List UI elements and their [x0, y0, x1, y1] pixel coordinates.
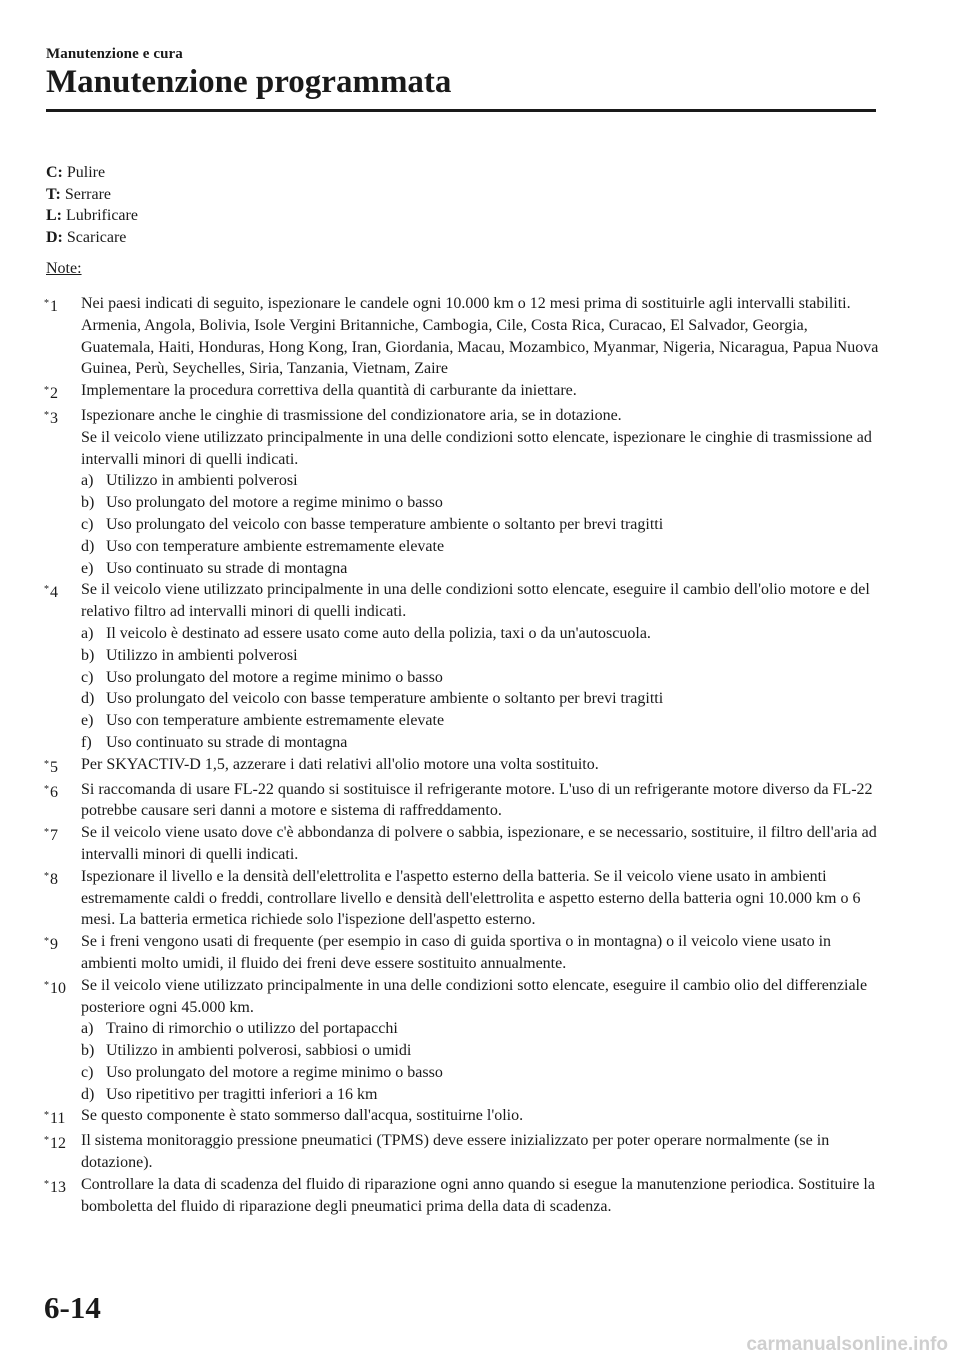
- note-asterisk: *: [44, 1110, 49, 1122]
- note-subitem: [81, 514, 880, 536]
- note-number-text: 10: [50, 979, 66, 997]
- note-number-text: 12: [50, 1135, 66, 1153]
- note-paragraph: Nei paesi indicati di seguito, ispezionare le candele ogni 10.000 km o 12 mesi prima di sostituirle agli intervalli stabiliti.: [81, 295, 851, 312]
- note-number: [44, 931, 81, 975]
- notes-list: [44, 293, 880, 1217]
- page-title: Manutenzione programmata: [46, 64, 452, 100]
- note-number: [44, 1130, 81, 1174]
- subitem-letter: d): [81, 537, 95, 555]
- legend-key: T:: [46, 185, 61, 203]
- subitem-text: Uso prolungato del motore a regime minimo o basso: [106, 1063, 443, 1081]
- subitem-letter: e): [81, 712, 94, 730]
- note-paragraph: Se il veicolo viene utilizzato principalmente in una delle condizioni sotto elencate, ispezionare le cinghie di trasmissione ad intervalli minori di quelli indicati.: [81, 428, 872, 468]
- note-asterisk: *: [44, 827, 49, 839]
- subitem-text: Uso prolungato del veicolo con basse temperature ambiente o soltanto per brevi tragitti: [106, 690, 664, 708]
- note-body: [81, 1174, 880, 1218]
- note-number: [44, 380, 81, 405]
- note-number-text: 6: [50, 783, 58, 801]
- note-item: [44, 293, 880, 380]
- note-subitem: [81, 688, 880, 710]
- subitem-letter: a): [81, 624, 94, 642]
- legend-key: D:: [46, 228, 63, 246]
- subitem-text: Traino di rimorchio o utilizzo del portapacchi: [106, 1020, 398, 1038]
- watermark: carmanualsonline.info: [746, 1334, 948, 1355]
- note-item: [44, 975, 880, 1106]
- note-subitem: [81, 1018, 880, 1040]
- subitem-letter: e): [81, 559, 94, 577]
- note-subitem: [81, 732, 880, 754]
- note-asterisk: *: [44, 298, 49, 309]
- subitem-letter: c): [81, 515, 94, 533]
- legend: [46, 162, 138, 248]
- note-asterisk: *: [44, 979, 49, 991]
- note-body: [81, 779, 880, 823]
- subitem-text: Utilizzo in ambienti polverosi, sabbiosi o umidi: [106, 1042, 412, 1060]
- legend-text: Scaricare: [66, 228, 127, 246]
- subitem-letter: c): [81, 668, 94, 686]
- note-item: [44, 822, 880, 866]
- note-asterisk: *: [44, 783, 49, 795]
- subitem-text: Uso prolungato del motore a regime minimo o basso: [106, 668, 443, 686]
- legend-item: [46, 162, 138, 184]
- note-paragraph: Implementare la procedura correttiva della quantità di carburante da iniettare.: [81, 382, 577, 400]
- note-subitem: [81, 710, 880, 732]
- note-asterisk: *: [44, 1135, 49, 1147]
- note-body: [81, 931, 880, 975]
- note-number-text: 4: [50, 584, 58, 602]
- note-number: [44, 754, 81, 779]
- note-asterisk: *: [44, 870, 49, 882]
- note-body: [81, 380, 880, 405]
- note-subitem: [81, 645, 880, 667]
- note-subitem: [81, 470, 880, 492]
- note-item: [44, 754, 880, 779]
- note-number-text: 3: [50, 409, 58, 427]
- note-subitem: [81, 1040, 880, 1062]
- subitem-letter: b): [81, 646, 95, 664]
- notes-heading: Note:: [46, 260, 82, 277]
- note-number: [44, 1174, 81, 1218]
- note-number-text: 8: [50, 870, 58, 888]
- note-asterisk: *: [44, 409, 49, 421]
- note-subitem: [81, 558, 880, 580]
- title-divider: [46, 109, 876, 112]
- note-body: [81, 1105, 880, 1130]
- note-body: [81, 1130, 880, 1174]
- subitem-letter: a): [81, 472, 94, 490]
- note-number: [44, 1105, 81, 1130]
- subitem-text: Utilizzo in ambienti polverosi: [106, 646, 298, 664]
- note-body: [81, 754, 880, 779]
- note-item: [44, 579, 880, 753]
- subitem-text: Uso con temperature ambiente estremamente elevate: [106, 537, 445, 555]
- note-body: [81, 405, 880, 579]
- legend-key: C:: [46, 164, 63, 181]
- note-number: [44, 405, 81, 579]
- note-item: [44, 1174, 880, 1218]
- note-number-text: 5: [50, 758, 58, 776]
- note-item: [44, 1130, 880, 1174]
- subitem-letter: a): [81, 1020, 94, 1038]
- subitem-letter: b): [81, 494, 95, 512]
- note-number-text: 2: [50, 385, 58, 403]
- note-number: [44, 866, 81, 931]
- note-item: [44, 1105, 880, 1130]
- note-subitem: [81, 623, 880, 645]
- note-paragraph: Per SKYACTIV-D 1,5, azzerare i dati relativi all'olio motore una volta sostituito.: [81, 755, 599, 773]
- note-body: [81, 975, 880, 1106]
- subitem-letter: f): [81, 733, 92, 751]
- note-number: [44, 293, 81, 380]
- legend-item: [46, 205, 138, 227]
- subitem-text: Utilizzo in ambienti polverosi: [106, 472, 298, 490]
- note-paragraph: Se questo componente è stato sommerso dall'acqua, sostituirne l'olio.: [81, 1107, 524, 1125]
- note-asterisk: *: [44, 385, 49, 397]
- legend-text: Pulire: [66, 164, 106, 181]
- page-number: 6-14: [44, 1290, 101, 1325]
- note-paragraph: Armenia, Angola, Bolivia, Isole Vergini Britanniche, Cambogia, Cile, Costa Rica, Curacao, El Salvador, Georgia, Guatemala, Haiti, Honduras, Hong Kong, Iran, Giordania, Macau, Mozambico, Myanmar, Nigeria, Nicaragua, Papua Nuova Guinea, Perù, Seychelles, Siria, Tanzania, Vietnam, Zaire: [81, 316, 879, 378]
- note-paragraph: Ispezionare il livello e la densità dell'elettrolita e l'aspetto esterno della batteria. Se il veicolo viene usato in ambienti estremamente caldi o freddi, controllare livello e densità dell'elettrolita e aspetto esterno della batteria ogni 10.000 km o 6 mesi. La batteria ermetica richiede solo l'ispezione dell'aspetto esterno.: [81, 867, 861, 929]
- subitem-text: Uso prolungato del veicolo con basse temperature ambiente o soltanto per brevi tragitti: [106, 515, 664, 533]
- subitem-text: Il veicolo è destinato ad essere usato come auto della polizia, taxi o da un'autoscuola.: [106, 624, 651, 642]
- legend-text: Serrare: [64, 185, 111, 203]
- note-paragraph: Il sistema monitoraggio pressione pneumatici (TPMS) deve essere inizializzato per poter operare normalmente (se in dotazione).: [81, 1132, 830, 1172]
- section-label: Manutenzione e cura: [46, 46, 183, 62]
- note-asterisk: *: [44, 936, 49, 948]
- note-subitem: [81, 667, 880, 689]
- subitem-text: Uso prolungato del motore a regime minimo o basso: [106, 494, 443, 512]
- note-asterisk: *: [44, 584, 49, 596]
- legend-item: [46, 184, 138, 206]
- note-paragraph: Ispezionare anche le cinghie di trasmissione del condizionatore aria, se in dotazione.: [81, 406, 622, 424]
- note-body: [81, 822, 880, 866]
- note-subitem: [81, 492, 880, 514]
- subitem-letter: d): [81, 690, 95, 708]
- note-item: [44, 380, 880, 405]
- note-paragraph: Controllare la data di scadenza del fluido di riparazione ogni anno quando si esegue la manutenzione periodica. Sostituire la bomboletta del fluido di riparazione degli pneumatici prima della data di scadenza.: [81, 1175, 875, 1215]
- note-body: [81, 579, 880, 753]
- note-number-text: 9: [50, 936, 58, 954]
- legend-text: Lubrificare: [66, 207, 138, 224]
- subitem-text: Uso continuato su strade di montagna: [106, 733, 348, 751]
- subitem-letter: b): [81, 1042, 95, 1060]
- note-paragraph: Se il veicolo viene utilizzato principalmente in una delle condizioni sotto elencate, eseguire il cambio olio del differenziale posteriore ogni 45.000 km.: [81, 976, 868, 1016]
- subitem-text: Uso continuato su strade di montagna: [106, 559, 348, 577]
- legend-key: L:: [46, 207, 62, 224]
- note-number: [44, 822, 81, 866]
- note-number-text: 7: [50, 827, 58, 845]
- note-number-text: 13: [50, 1178, 66, 1196]
- note-number: [44, 779, 81, 823]
- note-number-text: 11: [50, 1110, 66, 1128]
- note-subitem: [81, 536, 880, 558]
- note-item: [44, 779, 880, 823]
- note-item: [44, 931, 880, 975]
- note-body: [81, 866, 880, 931]
- note-subitem: [81, 1084, 880, 1106]
- note-asterisk: *: [44, 758, 49, 770]
- note-body: [81, 293, 880, 380]
- subitem-letter: c): [81, 1063, 94, 1081]
- legend-item: [46, 227, 138, 249]
- note-item: [44, 405, 880, 579]
- note-number: [44, 975, 81, 1106]
- note-paragraph: Se i freni vengono usati di frequente (per esempio in caso di guida sportiva o in montagna) o il veicolo viene usato in ambienti molto umidi, il fluido dei freni deve essere sostituito annualmente.: [81, 933, 832, 972]
- note-paragraph: Si raccomanda di usare FL-22 quando si sostituisce il refrigerante motore. L'uso di un refrigerante motore diverso da FL-22 potrebbe causare seri danni a motore e sistema di raffreddamento.: [81, 780, 873, 820]
- subitem-text: Uso ripetitivo per tragitti inferiori a 16 km: [106, 1085, 378, 1103]
- subitem-letter: d): [81, 1085, 95, 1103]
- subitem-text: Uso con temperature ambiente estremamente elevate: [106, 712, 445, 730]
- note-paragraph: Se il veicolo viene usato dove c'è abbondanza di polvere o sabbia, ispezionare, e se necessario, sostituire, il filtro dell'aria ad intervalli minori di quelli indicati.: [81, 824, 877, 863]
- note-number: [44, 579, 81, 753]
- note-subitem: [81, 1062, 880, 1084]
- note-paragraph: Se il veicolo viene utilizzato principalmente in una delle condizioni sotto elencate, eseguire il cambio dell'olio motore e del relativo filtro ad intervalli minori di quelli indicati.: [81, 581, 870, 621]
- note-item: [44, 866, 880, 931]
- note-asterisk: *: [44, 1178, 49, 1190]
- note-number-text: 1: [50, 298, 58, 315]
